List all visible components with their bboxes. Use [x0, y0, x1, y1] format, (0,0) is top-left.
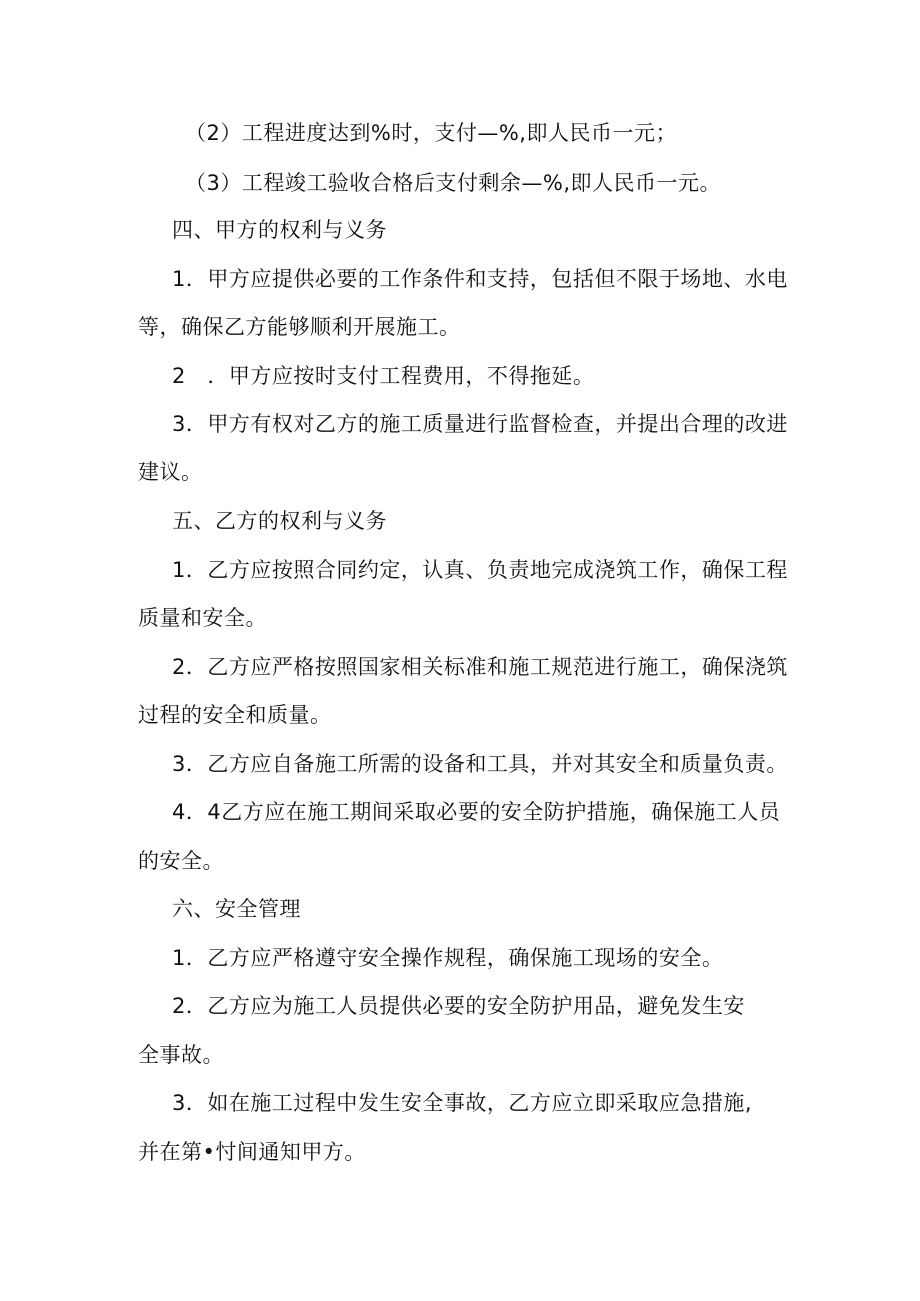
section-heading-party-a: 四、甲方的权利与义务 [172, 218, 387, 242]
safety-clause-1: 1．乙方应严格遵守安全操作规程，确保施工现场的安全。 [172, 946, 724, 970]
safety-clause-3-cont: 并在第•忖间通知甲方。 [138, 1140, 366, 1164]
safety-clause-3: 3．如在施工过程中发生安全事故，乙方应立即采取应急措施, [172, 1091, 753, 1115]
party-a-clause-1-cont: 等，确保乙方能够顺利开展施工。 [138, 315, 461, 339]
section-heading-safety: 六、安全管理 [172, 897, 301, 921]
safety-clause-2: 2．乙方应为施工人员提供必要的安全防护用品，避免发生安 [172, 994, 745, 1018]
party-b-clause-2-cont: 过程的安全和质量。 [138, 703, 332, 727]
party-a-clause-2: 2 ．甲方应按时支付工程费用，不得拖延。 [172, 364, 595, 388]
party-b-clause-2: 2．乙方应严格按照国家相关标准和施工规范进行施工，确保浇筑 [172, 655, 788, 679]
party-b-clause-1-cont: 质量和安全。 [138, 606, 267, 630]
party-b-clause-1: 1．乙方应按照合同约定，认真、负责地完成浇筑工作，确保工程 [172, 558, 788, 582]
safety-clause-2-cont: 全事故。 [138, 1043, 224, 1067]
section-heading-party-b: 五、乙方的权利与义务 [172, 509, 387, 533]
party-a-clause-1: 1．甲方应提供必要的工作条件和支持，包括但不限于场地、水电 [172, 267, 788, 291]
payment-item-3: （3）工程竣工验收合格后支付剩余—%,即人民币一元。 [185, 171, 721, 195]
party-b-clause-4-cont: 的安全。 [138, 849, 224, 873]
party-a-clause-3: 3．甲方有权对乙方的施工质量进行监督检查，并提出合理的改进 [172, 412, 788, 436]
party-b-clause-4: 4．4乙方应在施工期间采取必要的安全防护措施，确保施工人员 [172, 800, 781, 824]
party-a-clause-3-cont: 建议。 [138, 460, 203, 484]
payment-item-2: （2）工程进度达到%时，支付—%,即人民币一元； [185, 121, 677, 145]
party-b-clause-3: 3．乙方应自备施工所需的设备和工具，并对其安全和质量负责。 [172, 752, 788, 776]
